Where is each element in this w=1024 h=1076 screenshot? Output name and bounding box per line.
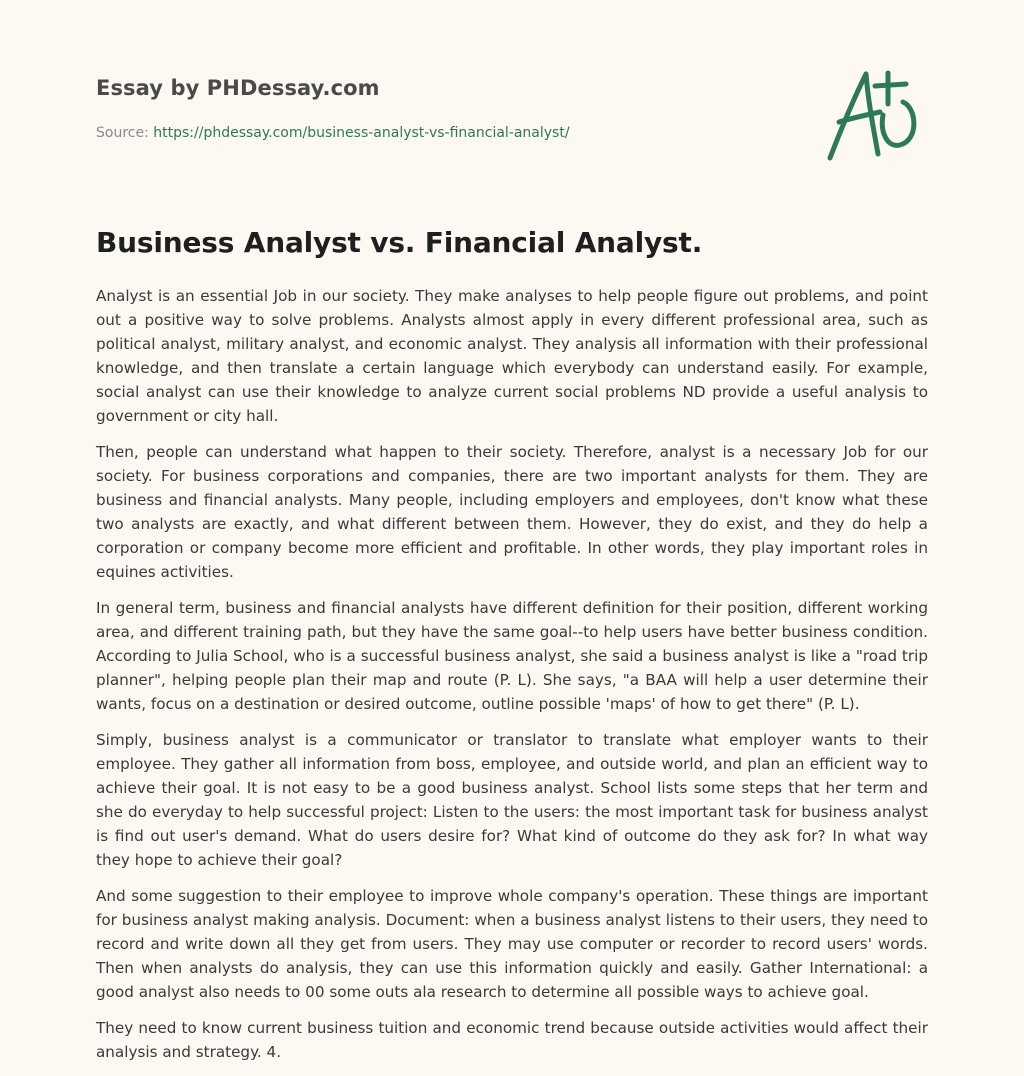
a-plus-logo-icon <box>822 66 934 166</box>
essay-paragraph: Analyst is an essential Job in our society. They make analyses to help people figure out problems, and point out a positive way to solve problems. Analysts almost apply in every different professional area, such as political analyst, military analyst, and economic analyst. They analysis all information with their professional knowledge, and then translate a certain language which everybody can understand easily. For example, social analyst can use their knowledge to analyze current social problems ND provide a useful analysis to government or city hall. <box>96 287 928 425</box>
essay-paragraph: They need to know current business tuition and economic trend because outside activities would affect their analysis and strategy. 4. <box>96 1019 928 1061</box>
essay-paragraph: In general term, business and financial analysts have different definition for their position, different working area, and different training path, but they have the same goal--to help users have better business condition. According to Julia School, who is a successful business analyst, she said a business analyst is like a "road trip planner", helping people plan their map and route (P. L). She says, "a BAA will help a user determine their wants, focus on a destination or desired outcome, outline possible 'maps' of how to get there" (P. L). <box>96 599 928 713</box>
site-title: Essay by PHDessay.com <box>96 76 380 100</box>
essay-title: Business Analyst vs. Financial Analyst. <box>96 226 703 259</box>
essay-body <box>96 284 928 1076</box>
essay-paragraph: Simply, business analyst is a communicator or translator to translate what employer wants to their employee. They gather all information from boss, employee, and outside world, and plan an efficient way to achieve their goal. It is not easy to be a good business analyst. School lists some steps that her term and she do everyday to help successful project: Listen to the users: the most important task for business analyst is find out user's demand. What do users desire for? What kind of outcome do they ask for? In what way they hope to achieve their goal? <box>96 731 928 869</box>
source-label: Source: <box>96 125 149 141</box>
essay-paragraph: And some suggestion to their employee to improve whole company's operation. These things are important for business analyst making analysis. Document: when a business analyst listens to their users, they need to record and write down all they get from users. They may use computer or recorder to record users' words. Then when analysts do analysis, they can use this information quickly and easily. Gather International: a good analyst also needs to 00 some outs ala research to determine all possible ways to achieve goal. <box>96 887 928 1001</box>
site-header <box>96 0 928 200</box>
essay-paragraph: Then, people can understand what happen to their society. Therefore, analyst is a necessary Job for our society. For business corporations and companies, there are two important analysts for them. They are business and financial analysts. Many people, including employers and employees, don't know what these two analysts are exactly, and what different between them. However, they do exist, and they do help a corporation or company become more efficient and profitable. In other words, they play important roles in equines activities. <box>96 443 928 581</box>
source-line <box>96 125 570 141</box>
source-link[interactable]: https://phdessay.com/business-analyst-vs-financial-analyst/ <box>153 125 570 141</box>
